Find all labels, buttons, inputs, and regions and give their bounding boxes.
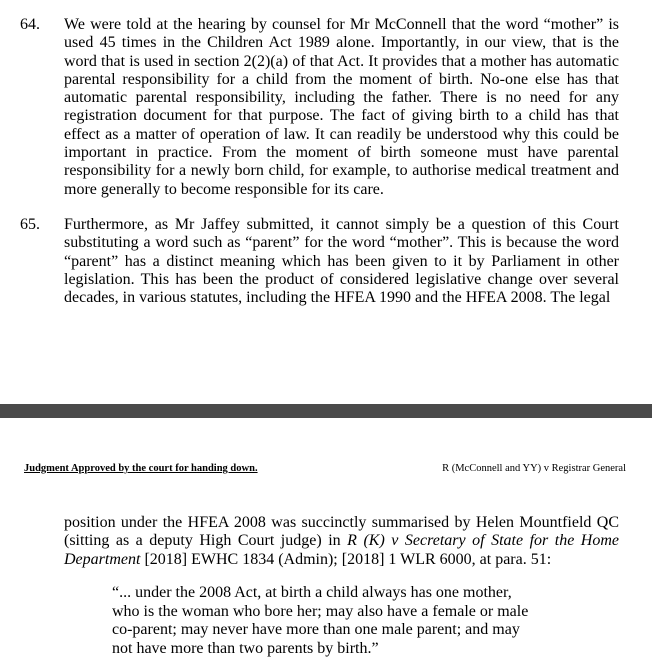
case-citation-r: R (K) v <box>347 532 405 550</box>
quote-line: who is the woman who bore her; may also have a female or male <box>112 602 529 620</box>
quote-line: not have more than two parents by birth.” <box>112 639 379 657</box>
paragraph-number: 64. <box>20 16 40 33</box>
case-title-header: R (McConnell and YY) v Registrar General <box>442 463 626 474</box>
page-break-divider <box>0 404 652 418</box>
paragraph-number: 65. <box>20 216 40 233</box>
paragraph-65-continuation <box>64 514 619 569</box>
continuation-citation: [2018] EWHC 1834 (Admin); [2018] 1 WLR 6000, at para. 51: <box>140 550 552 568</box>
paragraph-65: Furthermore, as Mr Jaffey submitted, it cannot simply be a question of this Court substituting a word such as “parent” for the word “mother”. This is because the word “parent” has a distinct meaning which has been given to it by Parliament in other legislation. This has been the product of considered legislative change over several decades, in various statutes, including the HFEA 1990 and the HFEA 2008. The legal <box>64 216 619 307</box>
block-quote <box>112 584 532 658</box>
quote-line: “... under the 2008 Act, at birth a child always has one mother, <box>112 584 512 601</box>
case-citation-name: Secretary of State for the Home Department <box>64 532 620 568</box>
paragraph-64: We were told at the hearing by counsel for Mr McConnell that the word “mother” is used 45 times in the Children Act 1989 alone. Importantly, in our view, that is the word that is used in section 2(2)(a) of that Act. It provides that a mother has automatic parental responsibility for a child from the moment of birth. No-one else has that automatic parental responsibility, including the father. There is no need for any registration document for that purpose. The fact of giving birth to a child has that effect as a matter of operation of law. It can readily be understood why this could be important in practice. From the moment of birth someone must have parental responsibility for a newly born child, for example, to authorise medical treatment and more generally to become responsible for its care. <box>64 16 619 198</box>
continuation-text: position under the HFEA 2008 was succinctly summarised by Helen Mountfield QC (sitting as a deputy High Court judge) in <box>64 514 619 550</box>
judgment-approved-header: Judgment Approved by the court for handing down. <box>24 463 258 474</box>
quote-line: co-parent; may never have more than one male parent; and may <box>112 621 520 638</box>
